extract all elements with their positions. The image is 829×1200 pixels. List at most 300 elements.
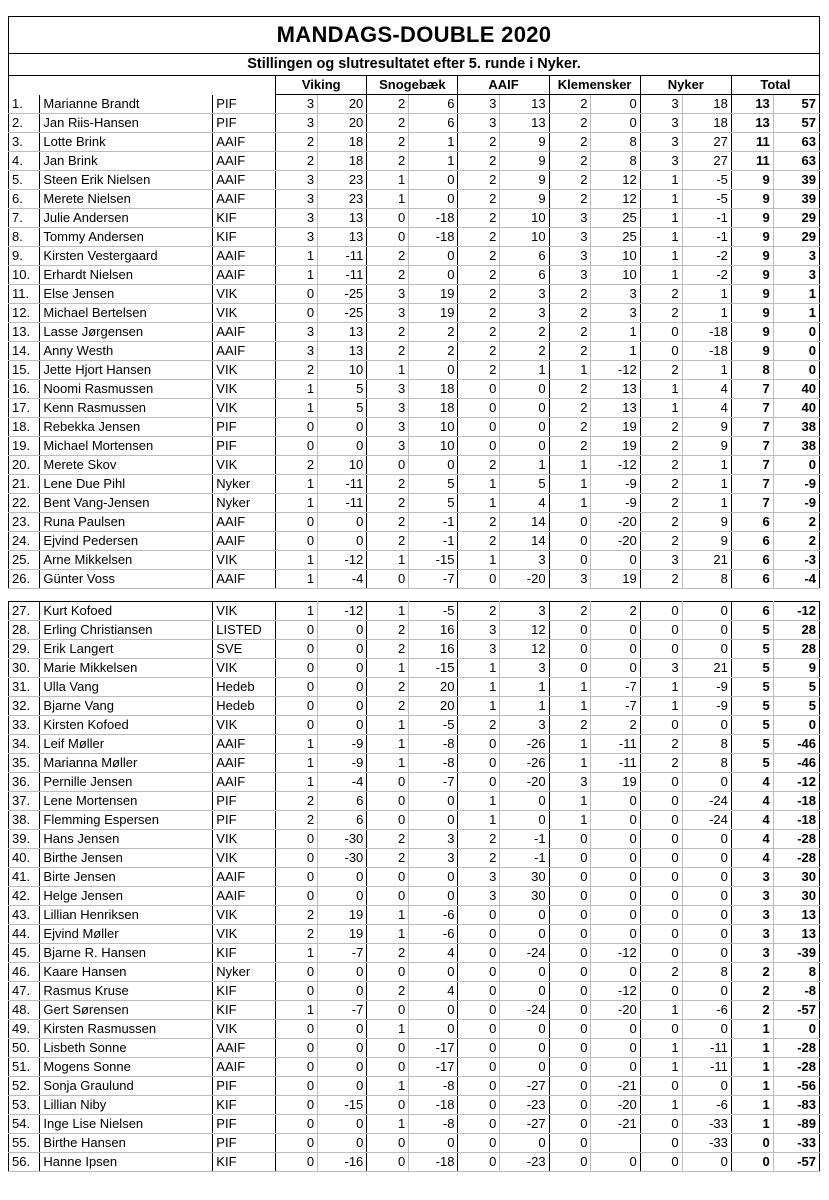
viking-points-cell: 0 (276, 659, 318, 678)
player-name-cell: Gert Sørensen (40, 1001, 213, 1020)
klemensker-points-cell: 3 (549, 570, 591, 589)
rank-cell: 48. (9, 1001, 40, 1020)
rank-cell: 38. (9, 811, 40, 830)
table-row (9, 266, 820, 285)
snogebaek-points-cell: 2 (367, 513, 409, 532)
nyker-score-cell: -1 (682, 209, 731, 228)
nyker-score-cell: 0 (682, 773, 731, 792)
nyker-points-cell: 0 (640, 1153, 682, 1172)
table-row (9, 380, 820, 399)
aaif-points-cell: 2 (458, 849, 500, 868)
club-cell: VIK (213, 456, 276, 475)
klemensker-points-cell: 3 (549, 773, 591, 792)
total-score-cell: 1 (773, 285, 819, 304)
viking-points-cell: 0 (276, 887, 318, 906)
player-name-cell: Kaare Hansen (40, 963, 213, 982)
viking-score-cell: 0 (318, 868, 367, 887)
club-cell: AAIF (213, 868, 276, 887)
viking-points-cell: 0 (276, 437, 318, 456)
nyker-score-cell: 4 (682, 399, 731, 418)
player-name-cell: Kirsten Rasmussen (40, 1020, 213, 1039)
klemensker-points-cell: 3 (549, 209, 591, 228)
total-points-cell: 9 (731, 304, 773, 323)
klemensker-score-cell: 19 (591, 570, 640, 589)
rank-cell: 9. (9, 247, 40, 266)
snogebaek-score-cell: 18 (409, 380, 458, 399)
snogebaek-score-cell: 1 (409, 133, 458, 152)
viking-score-cell: 6 (318, 792, 367, 811)
viking-score-cell: 0 (318, 963, 367, 982)
rank-cell: 15. (9, 361, 40, 380)
club-cell: KIF (213, 1096, 276, 1115)
klemensker-score-cell: 0 (591, 640, 640, 659)
rank-cell: 14. (9, 342, 40, 361)
klemensker-points-cell: 2 (549, 152, 591, 171)
nyker-score-cell: -6 (682, 1096, 731, 1115)
snogebaek-points-cell: 1 (367, 190, 409, 209)
club-cell: VIK (213, 716, 276, 735)
club-cell: PIF (213, 1134, 276, 1153)
total-score-cell: 13 (773, 925, 819, 944)
nyker-score-cell: -6 (682, 1001, 731, 1020)
klemensker-points-cell: 0 (549, 513, 591, 532)
klemensker-score-cell: 3 (591, 285, 640, 304)
rank-cell: 23. (9, 513, 40, 532)
club-cell: VIK (213, 830, 276, 849)
aaif-points-cell: 0 (458, 399, 500, 418)
viking-score-cell: -30 (318, 830, 367, 849)
snogebaek-points-cell: 1 (367, 906, 409, 925)
player-name-cell: Ejvind Møller (40, 925, 213, 944)
rank-cell: 16. (9, 380, 40, 399)
total-points-cell: 13 (731, 95, 773, 114)
nyker-score-cell: 0 (682, 868, 731, 887)
klemensker-score-cell: -9 (591, 475, 640, 494)
total-score-cell: -12 (773, 773, 819, 792)
viking-points-cell: 2 (276, 133, 318, 152)
nyker-score-cell: 27 (682, 152, 731, 171)
viking-points-cell: 0 (276, 1153, 318, 1172)
table-row (9, 678, 820, 697)
total-points-cell: 4 (731, 792, 773, 811)
nyker-score-cell: 0 (682, 906, 731, 925)
snogebaek-score-cell: -15 (409, 659, 458, 678)
player-name-cell: Kirsten Vestergaard (40, 247, 213, 266)
viking-points-cell: 1 (276, 475, 318, 494)
nyker-points-cell: 2 (640, 735, 682, 754)
klemensker-points-cell: 0 (549, 963, 591, 982)
nyker-score-cell: -33 (682, 1115, 731, 1134)
aaif-points-cell: 2 (458, 152, 500, 171)
rank-cell: 46. (9, 963, 40, 982)
player-name-cell: Birthe Jensen (40, 849, 213, 868)
total-points-cell: 11 (731, 133, 773, 152)
viking-points-cell: 3 (276, 190, 318, 209)
klemensker-points-cell: 3 (549, 247, 591, 266)
klemensker-score-cell: -12 (591, 456, 640, 475)
player-name-cell: Jan Riis-Hansen (40, 114, 213, 133)
aaif-score-cell: -24 (500, 1001, 549, 1020)
player-name-cell: Bjarne R. Hansen (40, 944, 213, 963)
nyker-score-cell: 0 (682, 1153, 731, 1172)
nyker-points-cell: 2 (640, 513, 682, 532)
nyker-score-cell: -9 (682, 697, 731, 716)
club-cell: KIF (213, 982, 276, 1001)
standings-rows-top (9, 95, 820, 589)
aaif-points-cell: 0 (458, 735, 500, 754)
club-cell: KIF (213, 1153, 276, 1172)
snogebaek-points-cell: 0 (367, 209, 409, 228)
table-row (9, 944, 820, 963)
aaif-points-cell: 2 (458, 209, 500, 228)
klemensker-points-cell: 0 (549, 982, 591, 1001)
total-points-cell: 3 (731, 944, 773, 963)
klemensker-score-cell: 12 (591, 190, 640, 209)
klemensker-points-cell: 0 (549, 944, 591, 963)
nyker-score-cell: -5 (682, 171, 731, 190)
rank-cell: 52. (9, 1077, 40, 1096)
total-points-cell: 6 (731, 532, 773, 551)
club-cell: AAIF (213, 152, 276, 171)
snogebaek-points-cell: 2 (367, 982, 409, 1001)
snogebaek-score-cell: 19 (409, 304, 458, 323)
viking-score-cell: 18 (318, 152, 367, 171)
total-points-cell: 7 (731, 380, 773, 399)
rank-cell: 44. (9, 925, 40, 944)
club-cell: AAIF (213, 1039, 276, 1058)
aaif-points-cell: 0 (458, 944, 500, 963)
total-points-cell: 8 (731, 361, 773, 380)
club-cell: AAIF (213, 513, 276, 532)
aaif-score-cell: 30 (500, 868, 549, 887)
total-points-cell: 7 (731, 456, 773, 475)
viking-score-cell: -11 (318, 475, 367, 494)
klemensker-score-cell: 19 (591, 437, 640, 456)
aaif-score-cell: 30 (500, 887, 549, 906)
table-row (9, 887, 820, 906)
aaif-score-cell: 3 (500, 551, 549, 570)
aaif-points-cell: 0 (458, 570, 500, 589)
table-row (9, 285, 820, 304)
viking-score-cell: 19 (318, 925, 367, 944)
total-score-cell: 63 (773, 152, 819, 171)
viking-score-cell: -7 (318, 944, 367, 963)
snogebaek-points-cell: 1 (367, 361, 409, 380)
total-score-cell: 1 (773, 304, 819, 323)
club-cell: AAIF (213, 1058, 276, 1077)
total-score-cell: -9 (773, 494, 819, 513)
viking-score-cell: 0 (318, 1134, 367, 1153)
aaif-score-cell: -20 (500, 570, 549, 589)
snogebaek-score-cell: -18 (409, 228, 458, 247)
aaif-points-cell: 0 (458, 437, 500, 456)
viking-score-cell: -9 (318, 735, 367, 754)
nyker-points-cell: 2 (640, 456, 682, 475)
rank-cell: 2. (9, 114, 40, 133)
aaif-score-cell: 0 (500, 399, 549, 418)
viking-points-cell: 0 (276, 697, 318, 716)
snogebaek-points-cell: 2 (367, 697, 409, 716)
total-score-cell: 0 (773, 323, 819, 342)
table-row (9, 399, 820, 418)
player-name-cell: Lasse Jørgensen (40, 323, 213, 342)
player-name-cell: Lene Mortensen (40, 792, 213, 811)
player-name-cell: Arne Mikkelsen (40, 551, 213, 570)
klemensker-score-cell: 0 (591, 868, 640, 887)
nyker-score-cell: 0 (682, 640, 731, 659)
table-row (9, 1096, 820, 1115)
viking-points-cell: 3 (276, 95, 318, 114)
viking-score-cell: 0 (318, 1039, 367, 1058)
viking-score-cell: 0 (318, 640, 367, 659)
viking-points-cell: 1 (276, 570, 318, 589)
player-name-cell: Helge Jensen (40, 887, 213, 906)
snogebaek-points-cell: 1 (367, 754, 409, 773)
table-row (9, 551, 820, 570)
viking-points-cell: 1 (276, 735, 318, 754)
aaif-score-cell: 14 (500, 513, 549, 532)
player-name-cell: Lotte Brink (40, 133, 213, 152)
rank-cell: 55. (9, 1134, 40, 1153)
table-row (9, 418, 820, 437)
snogebaek-score-cell: 0 (409, 811, 458, 830)
player-name-cell: Tommy Andersen (40, 228, 213, 247)
table-row (9, 532, 820, 551)
snogebaek-score-cell: -6 (409, 906, 458, 925)
snogebaek-points-cell: 1 (367, 1115, 409, 1134)
viking-points-cell: 0 (276, 1058, 318, 1077)
total-points-cell: 7 (731, 475, 773, 494)
player-name-cell: Ulla Vang (40, 678, 213, 697)
aaif-score-cell: 0 (500, 380, 549, 399)
nyker-points-cell: 1 (640, 209, 682, 228)
standings-table-bottom (8, 601, 820, 1172)
header-aaif: AAIF (458, 76, 549, 95)
rank-cell: 51. (9, 1058, 40, 1077)
nyker-score-cell: 0 (682, 716, 731, 735)
club-cell: AAIF (213, 570, 276, 589)
total-points-cell: 5 (731, 735, 773, 754)
player-name-cell: Marie Mikkelsen (40, 659, 213, 678)
viking-points-cell: 1 (276, 266, 318, 285)
rank-cell: 42. (9, 887, 40, 906)
total-score-cell: 2 (773, 532, 819, 551)
club-cell: Nyker (213, 963, 276, 982)
total-score-cell: -18 (773, 792, 819, 811)
total-score-cell: 13 (773, 906, 819, 925)
viking-score-cell: 0 (318, 887, 367, 906)
viking-score-cell: 0 (318, 678, 367, 697)
klemensker-points-cell: 1 (549, 811, 591, 830)
page-subtitle: Stillingen og slutresultatet efter 5. runde i Nyker. (8, 53, 820, 76)
nyker-score-cell: 8 (682, 963, 731, 982)
viking-points-cell: 0 (276, 849, 318, 868)
club-cell: AAIF (213, 266, 276, 285)
klemensker-score-cell: 19 (591, 418, 640, 437)
snogebaek-points-cell: 0 (367, 1039, 409, 1058)
club-cell: VIK (213, 906, 276, 925)
klemensker-score-cell: 3 (591, 304, 640, 323)
total-points-cell: 0 (731, 1153, 773, 1172)
total-score-cell: -18 (773, 811, 819, 830)
total-points-cell: 4 (731, 811, 773, 830)
klemensker-score-cell: 2 (591, 716, 640, 735)
nyker-points-cell: 2 (640, 285, 682, 304)
viking-score-cell: 18 (318, 133, 367, 152)
nyker-score-cell: 1 (682, 304, 731, 323)
nyker-score-cell: 1 (682, 475, 731, 494)
klemensker-score-cell (591, 1134, 640, 1153)
snogebaek-score-cell: -8 (409, 735, 458, 754)
viking-points-cell: 0 (276, 304, 318, 323)
player-name-cell: Erhardt Nielsen (40, 266, 213, 285)
nyker-score-cell: 0 (682, 849, 731, 868)
player-name-cell: Lene Due Pihl (40, 475, 213, 494)
rank-cell: 43. (9, 906, 40, 925)
viking-score-cell: -11 (318, 247, 367, 266)
total-score-cell: 0 (773, 716, 819, 735)
player-name-cell: Julie Andersen (40, 209, 213, 228)
table-row (9, 792, 820, 811)
player-name-cell: Runa Paulsen (40, 513, 213, 532)
aaif-score-cell: -26 (500, 735, 549, 754)
total-points-cell: 9 (731, 171, 773, 190)
viking-points-cell: 0 (276, 678, 318, 697)
club-cell: SVE (213, 640, 276, 659)
aaif-score-cell: 3 (500, 602, 549, 621)
aaif-score-cell: 0 (500, 811, 549, 830)
viking-score-cell: 6 (318, 811, 367, 830)
snogebaek-score-cell: 2 (409, 342, 458, 361)
snogebaek-points-cell: 2 (367, 152, 409, 171)
player-name-cell: Birthe Hansen (40, 1134, 213, 1153)
total-points-cell: 6 (731, 551, 773, 570)
player-name-cell: Anny Westh (40, 342, 213, 361)
rank-cell: 29. (9, 640, 40, 659)
table-row (9, 1077, 820, 1096)
aaif-points-cell: 1 (458, 697, 500, 716)
viking-score-cell: -15 (318, 1096, 367, 1115)
total-points-cell: 13 (731, 114, 773, 133)
klemensker-score-cell: -7 (591, 678, 640, 697)
snogebaek-score-cell: -8 (409, 754, 458, 773)
total-score-cell: 28 (773, 621, 819, 640)
rank-cell: 18. (9, 418, 40, 437)
klemensker-points-cell: 2 (549, 190, 591, 209)
aaif-score-cell: 4 (500, 494, 549, 513)
nyker-points-cell: 0 (640, 925, 682, 944)
nyker-score-cell: 1 (682, 361, 731, 380)
total-points-cell: 3 (731, 868, 773, 887)
snogebaek-score-cell: 19 (409, 285, 458, 304)
player-name-cell: Birte Jensen (40, 868, 213, 887)
aaif-points-cell: 2 (458, 342, 500, 361)
nyker-score-cell: 9 (682, 437, 731, 456)
rank-cell: 4. (9, 152, 40, 171)
aaif-score-cell: -26 (500, 754, 549, 773)
snogebaek-score-cell: -7 (409, 570, 458, 589)
rank-cell: 36. (9, 773, 40, 792)
aaif-points-cell: 0 (458, 982, 500, 1001)
club-cell: VIK (213, 285, 276, 304)
klemensker-points-cell: 1 (549, 494, 591, 513)
total-points-cell: 7 (731, 418, 773, 437)
nyker-score-cell: -9 (682, 678, 731, 697)
nyker-points-cell: 1 (640, 228, 682, 247)
nyker-score-cell: 1 (682, 285, 731, 304)
viking-points-cell: 0 (276, 963, 318, 982)
aaif-points-cell: 0 (458, 1153, 500, 1172)
rank-cell: 17. (9, 399, 40, 418)
klemensker-score-cell: 0 (591, 1020, 640, 1039)
klemensker-points-cell: 0 (549, 830, 591, 849)
klemensker-score-cell: 2 (591, 602, 640, 621)
viking-points-cell: 0 (276, 640, 318, 659)
klemensker-points-cell: 2 (549, 399, 591, 418)
snogebaek-points-cell: 2 (367, 849, 409, 868)
klemensker-points-cell: 2 (549, 285, 591, 304)
snogebaek-score-cell: 0 (409, 190, 458, 209)
snogebaek-points-cell: 1 (367, 716, 409, 735)
club-cell: AAIF (213, 171, 276, 190)
viking-points-cell: 0 (276, 532, 318, 551)
player-name-cell: Günter Voss (40, 570, 213, 589)
nyker-score-cell: -24 (682, 811, 731, 830)
table-row (9, 456, 820, 475)
aaif-score-cell: 13 (500, 114, 549, 133)
aaif-points-cell: 2 (458, 602, 500, 621)
rank-cell: 49. (9, 1020, 40, 1039)
snogebaek-points-cell: 0 (367, 570, 409, 589)
snogebaek-score-cell: 0 (409, 887, 458, 906)
viking-score-cell: 20 (318, 114, 367, 133)
snogebaek-score-cell: 0 (409, 792, 458, 811)
player-name-cell: Else Jensen (40, 285, 213, 304)
snogebaek-score-cell: -18 (409, 1153, 458, 1172)
viking-points-cell: 1 (276, 754, 318, 773)
klemensker-score-cell: 0 (591, 1153, 640, 1172)
nyker-points-cell: 1 (640, 1001, 682, 1020)
aaif-points-cell: 2 (458, 323, 500, 342)
aaif-points-cell: 0 (458, 1058, 500, 1077)
aaif-score-cell: -27 (500, 1077, 549, 1096)
player-name-cell: Kurt Kofoed (40, 602, 213, 621)
table-row (9, 570, 820, 589)
rank-cell: 27. (9, 602, 40, 621)
klemensker-points-cell: 0 (549, 532, 591, 551)
snogebaek-score-cell: 3 (409, 849, 458, 868)
player-name-cell: Steen Erik Nielsen (40, 171, 213, 190)
snogebaek-score-cell: 5 (409, 494, 458, 513)
nyker-score-cell: -2 (682, 266, 731, 285)
klemensker-score-cell: -21 (591, 1115, 640, 1134)
aaif-points-cell: 1 (458, 551, 500, 570)
club-cell: VIK (213, 361, 276, 380)
aaif-score-cell: 0 (500, 1020, 549, 1039)
nyker-score-cell: 0 (682, 1077, 731, 1096)
nyker-points-cell: 3 (640, 551, 682, 570)
klemensker-points-cell: 0 (549, 1153, 591, 1172)
viking-points-cell: 0 (276, 285, 318, 304)
klemensker-score-cell: -20 (591, 1001, 640, 1020)
snogebaek-score-cell: 0 (409, 171, 458, 190)
aaif-score-cell: 3 (500, 716, 549, 735)
nyker-points-cell: 2 (640, 418, 682, 437)
header-viking: Viking (276, 76, 367, 95)
total-points-cell: 4 (731, 830, 773, 849)
klemensker-points-cell: 2 (549, 114, 591, 133)
aaif-score-cell: 9 (500, 171, 549, 190)
